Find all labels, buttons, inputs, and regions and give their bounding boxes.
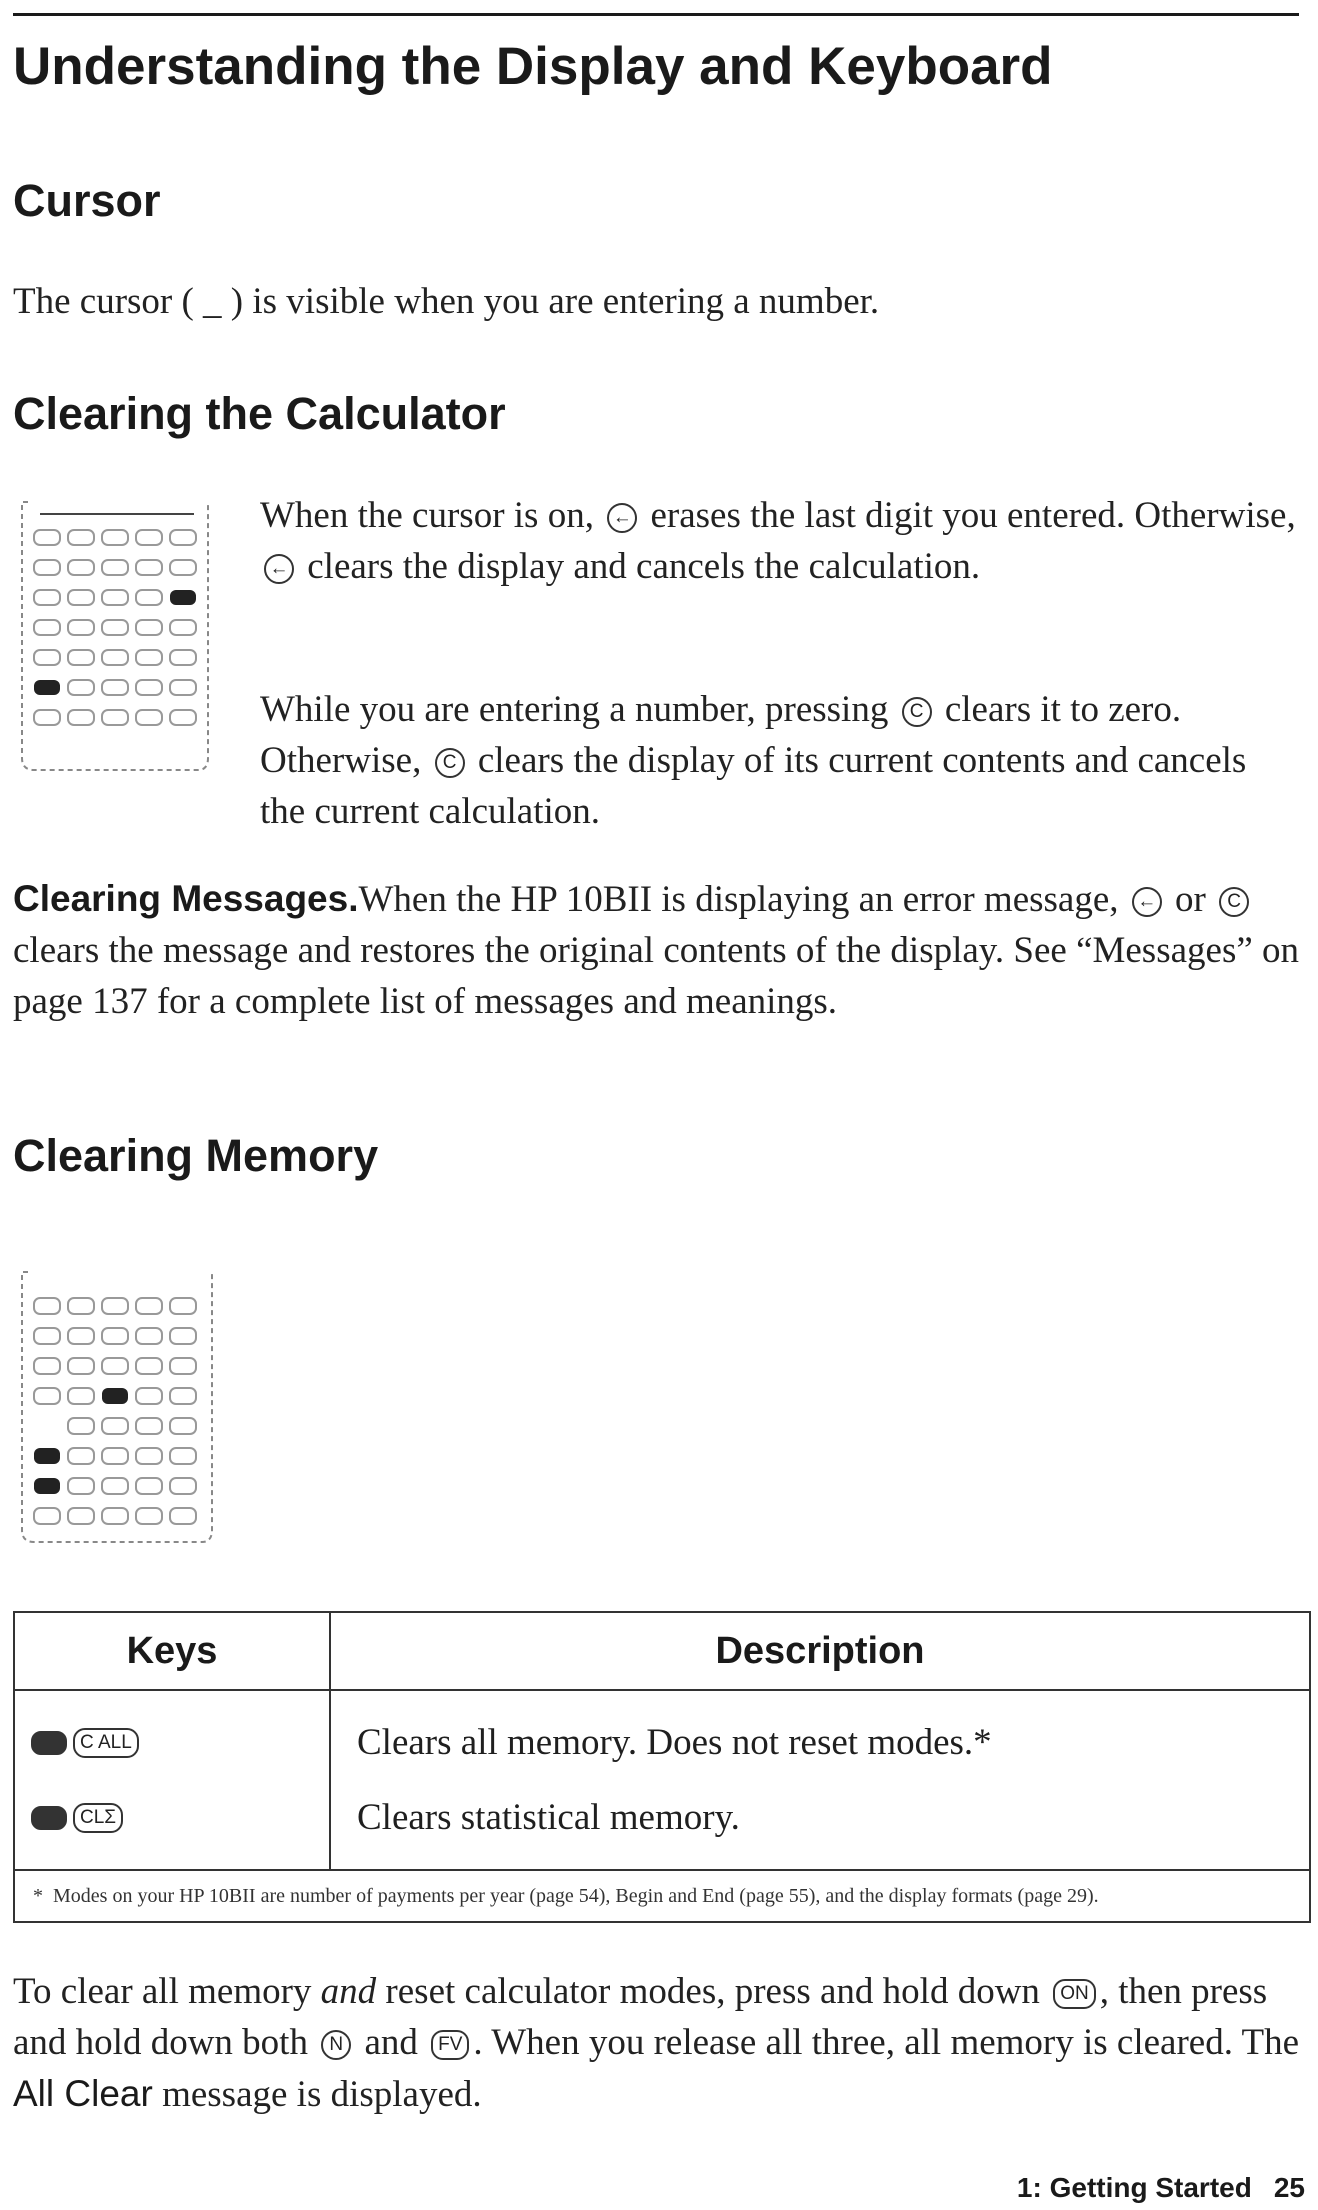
description-clear-all: Clears all memory. Does not reset modes.* [357,1722,992,1763]
page-footer [995,2172,1305,2204]
page-number: 25 [1273,2172,1305,2203]
key-combo-clear-all [27,1705,317,1780]
key-combo-clear-stat [27,1780,317,1855]
table-row [14,1690,1310,1870]
table-footnote: * Modes on your HP 10BII are number of payments per year (page 54), Begin and End (page 55), and the display formats (page 29). [14,1870,1310,1922]
shift-key-icon [31,1806,67,1830]
clearing-calculator-heading: Clearing the Calculator [13,388,506,439]
backspace-key-icon: ← [1132,887,1162,917]
cursor-text: The cursor ( _ ) is visible when you are entering a number. [13,281,880,322]
description-clear-stat: Clears statistical memory. [357,1797,740,1838]
calculator-keyboard-illustration [18,1268,218,1548]
clear-key-icon: C [435,748,465,778]
fv-key-icon: FV [431,2030,469,2060]
keys-column-header: Keys [14,1612,330,1690]
backspace-key-icon: ← [264,554,294,584]
on-key-icon: ON [1053,1979,1096,2009]
calculator-keyboard-illustration [18,498,213,773]
clearing-memory-heading: Clearing Memory [13,1130,379,1181]
clear-key-icon: C [1219,887,1249,917]
reset-para: To clear all memory and reset calculator modes, press and hold down ON , then press and hold down both N and FV . When you release all three, all memory is cleared. The All Clear message is displayed. [13,1971,1300,2115]
shift-key-icon [31,1731,67,1755]
clear-all-key-icon: C ALL [73,1728,139,1758]
table-footnote-row [14,1870,1310,1922]
top-rule [13,13,1299,16]
clear-para-2: While you are entering a number, pressing C clears it to zero. Otherwise, C clears the display of its current contents and cancels the current calculation. [260,689,1247,832]
clear-key-icon: C [902,697,932,727]
keys-table [13,1611,1311,1923]
page-title: Understanding the Display and Keyboard [13,37,1053,96]
keys-cell [14,1690,330,1870]
description-cell [330,1690,1310,1870]
n-key-icon: N [321,2030,351,2060]
footer-chapter: 1: Getting Started [1016,2172,1252,2203]
cursor-heading: Cursor [13,175,161,226]
clearing-messages-heading: Clearing Messages. [13,878,359,919]
backspace-key-icon: ← [607,503,637,533]
clear-para-1: When the cursor is on, ← erases the last digit you entered. Otherwise, ← clears the display and cancels the calculation. [260,495,1296,587]
description-column-header: Description [330,1612,1310,1690]
all-clear-message: All Clear [13,2073,153,2114]
clear-stat-key-icon: CLΣ [73,1803,123,1833]
clearing-messages-para: Clearing Messages.When the HP 10BII is displaying an error message, ← or C clears the message and restores the original contents of the display. See “Messages” on page 137 for a complete list of messages and meanings. [13,878,1300,1022]
